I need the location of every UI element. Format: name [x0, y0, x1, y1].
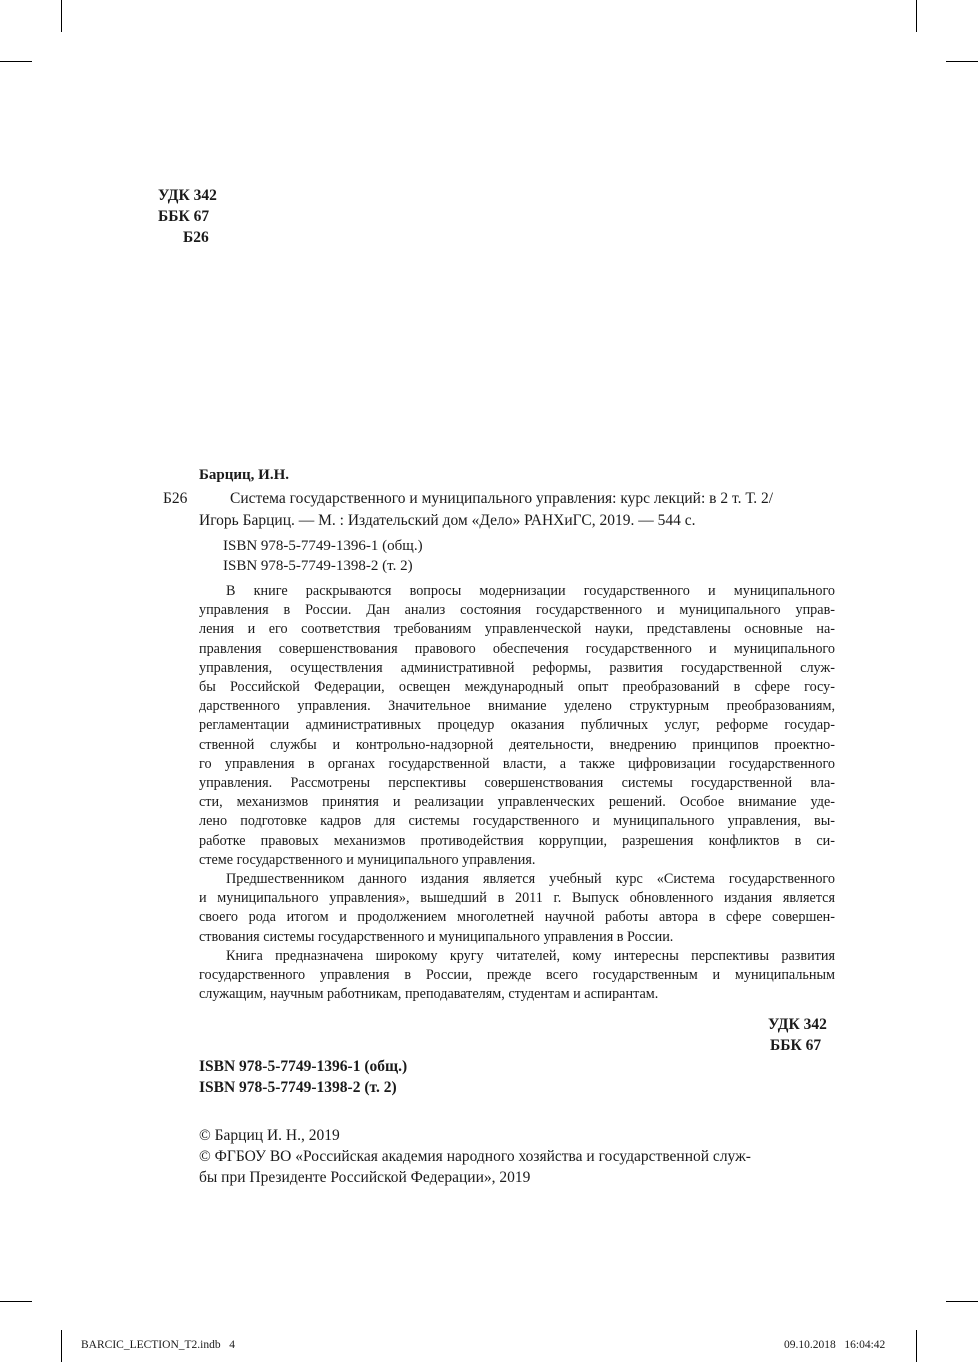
abstract-line: ствования системы государственного и муниципального управления в России. [199, 928, 674, 945]
abstract-paragraph-3 [199, 947, 835, 1005]
bottom-codes [768, 1014, 827, 1056]
abstract-line: Книга предназначена широкому кругу читателей, кому интересны перспективы развития [226, 947, 835, 964]
abstract-line: бы Российской Федерации, освещен международный опыт преобразований в сфере госу- [199, 679, 835, 696]
abstract-line: лено подготовке кадров для системы государственного и муниципального управления, вы- [199, 813, 835, 830]
author-name: Барциц, И.Н. [199, 467, 290, 483]
isbn-bold-block [199, 1056, 407, 1098]
abstract-line: управления, осуществления административной реформы, развития государственной служ- [199, 659, 835, 676]
copyright-line-2: © ФГБОУ ВО «Российская академия народного хозяйства и государственной служ- [199, 1148, 751, 1165]
top-codes [158, 185, 217, 248]
abstract-paragraph-1 [199, 582, 835, 870]
top-bbk: ББК 67 [158, 208, 210, 225]
abstract-line: Предшественником данного издания является учебный курс «Система государственного [226, 871, 835, 888]
crop-mark-left-top [0, 61, 32, 62]
abstract-line: В книге раскрываются вопросы модернизации государственного и муниципального [226, 583, 835, 599]
abstract-paragraph-2 [199, 870, 835, 947]
abstract-line: работке правовых механизмов противодействия коррупции, разрешения конфликтов в си- [199, 832, 835, 849]
crop-mark-bottom-left [61, 1330, 62, 1362]
abstract-line: дарственного управления. Значительное внимание уделено структурным преобразованиям, [199, 698, 835, 715]
abstract-line: управления в России. Дан анализ состояния государственного и муниципального управ- [199, 602, 835, 619]
bottom-bbk: ББК 67 [770, 1037, 822, 1054]
copyright-line-1: © Барциц И. Н., 2019 [199, 1127, 340, 1144]
abstract-line: правления совершенствования правового обеспечения государственного и муниципального [199, 640, 835, 657]
crop-mark-bottom-right [916, 1330, 917, 1362]
crop-mark-top-right [916, 0, 917, 32]
abstract-line: ления и его соответствия требованиям управленческой науки, представлены основные на- [199, 621, 835, 638]
bib-line-2: Игорь Барциц. — М. : Издательский дом «Дело» РАНХиГС, 2019. — 544 с. [199, 512, 696, 529]
footer-file: BARCIC_LECTION_T2.indb 4 [81, 1339, 235, 1351]
isbn-plain-1: ISBN 978-5-7749-1396-1 (общ.) [223, 538, 423, 554]
isbn-bold-1: ISBN 978-5-7749-1396-1 (общ.) [199, 1058, 408, 1075]
crop-mark-right-top [946, 61, 978, 62]
crop-mark-right-bottom [946, 1301, 978, 1302]
crop-mark-left-bottom [0, 1301, 32, 1302]
abstract-line: управления. Рассмотрены перспективы совершенствования системы государственной вла- [199, 775, 835, 792]
bottom-udk: УДК 342 [768, 1016, 827, 1033]
bib-sign: Б26 [163, 490, 188, 507]
copyright-block [199, 1125, 751, 1188]
abstract-line: сти, механизмов принятия и реализации управленческих решений. Особое внимание уде- [199, 794, 835, 811]
isbn-bold-2: ISBN 978-5-7749-1398-2 (т. 2) [199, 1079, 397, 1096]
abstract-line: регламентации административных процедур оказания публичных услуг, реформе государ- [199, 717, 835, 734]
top-author-sign: Б26 [183, 229, 209, 246]
abstract [199, 582, 835, 1004]
copyright-line-3: бы при Президенте Российской Федерации», 2019 [199, 1169, 531, 1186]
abstract-line: государственного управления в России, прежде всего государственным и муниципальным [199, 967, 835, 984]
footer-timestamp: 09.10.2018 16:04:42 [784, 1339, 886, 1351]
abstract-line: ственной службы и контрольно-надзорной деятельности, внедрению принципов проектно- [199, 736, 835, 753]
isbn-plain-block [223, 536, 423, 576]
abstract-line: и муниципального управления», вышедший в 2011 г. Выпуск обновленного издания является [199, 890, 835, 907]
abstract-line: своего рода итогом и продолжением многолетней научной работы автора в сфере совершен- [199, 909, 835, 926]
abstract-line: го управления в органах государственной власти, а также цифровизации государственного [199, 755, 835, 772]
abstract-line: стеме государственного и муниципального управления. [199, 851, 536, 868]
crop-mark-top-left [61, 0, 62, 32]
isbn-plain-2: ISBN 978-5-7749-1398-2 (т. 2) [223, 558, 413, 574]
bib-line-1: Система государственного и муниципального управления: курс лекций: в 2 т. Т. 2/ [230, 490, 774, 507]
abstract-line: служащим, научным работникам, преподавателям, студентам и аспирантам. [199, 986, 659, 1003]
top-udk: УДК 342 [158, 187, 217, 204]
